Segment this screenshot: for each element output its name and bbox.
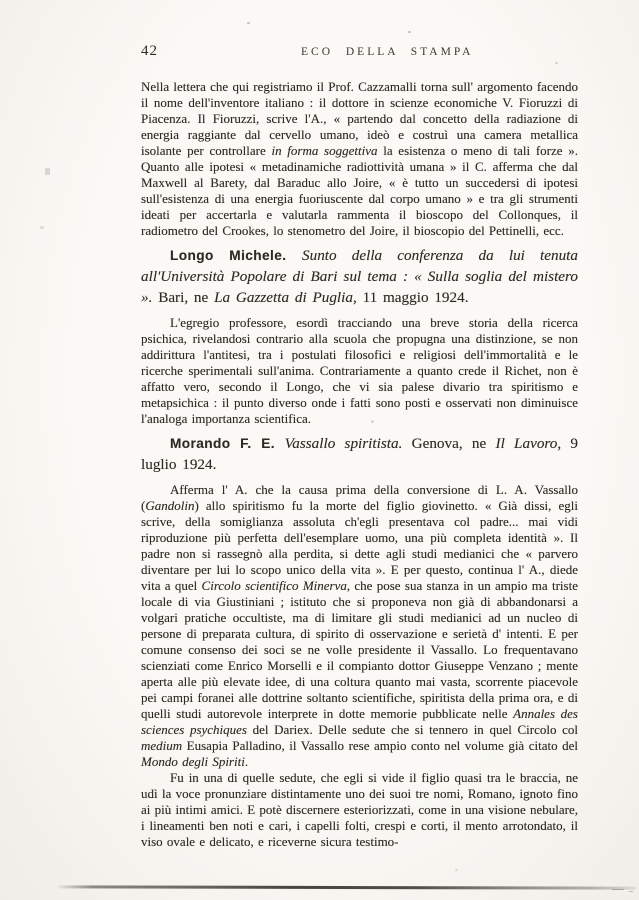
paper-speck	[555, 62, 558, 64]
text-segment-normal: Fu in una di quelle sedute, che egli si vide il figlio quasi tra le braccia, ne udì la voce pronunziare distintamente uno dei suoi tre nomi, Romano, ignoto fino ai più intimi amici. E potè discernere esteriorizzati, come in una visione nebulare, i lineamenti ben noti e cari, i capelli folti, crespi e corti, il mento arrotondato, il viso ovale e delicato, e riceverne sicura testimo-	[141, 770, 578, 849]
paper-speck	[371, 420, 374, 423]
text-segment-italic: Circolo scientifico Minerva	[201, 578, 347, 593]
bottom-rule	[58, 885, 636, 889]
rule-dot-artifact	[629, 891, 633, 892]
text-segment-normal: la esistenza o meno di tali forze ». Quanto alle ipotesi « metadinamiche radiottività umana » il C. afferma che dal Maxwell al Barety, dal Baraduc allo Joire, « è tutto un succedersi di ipotesi sull'esistenza di una energia fuoriuscente dal corpo umano » e tra gli strumenti ideati per accertarla e valutarla rammenta il bioscopo del Collonques, il radiometro del Crookes, lo stenometro del Joire, il bioscopio del Pettinelli, ecc.	[141, 143, 579, 238]
text-segment-normal: , 11 maggio 1924.	[352, 289, 469, 306]
body-paragraph	[141, 79, 578, 239]
text-segment-normal: , 9 luglio 1924.	[141, 435, 579, 473]
text-segment-normal: Afferma l' A. che la causa prima della conversione di L. A. Vassallo (	[141, 482, 578, 513]
paper-speck	[40, 226, 44, 229]
running-title: ECO DELLA STAMPA	[301, 46, 474, 58]
text-segment-normal: Nella lettera che qui registriamo il Prof. Cazzamalli torna sull' argomento facendo il nome dell'inventore italiano : il dottore in scienze economiche V. Fioruzzi di Piacenza. Il Fioruzzi, scrive l'A., « partendo dal concetto della radiazione di energia raggiante dal cervello umano, ideò e costruì una camera metallica isolante per controllare	[141, 79, 578, 158]
text-segment-normal: Genova, ne	[402, 435, 496, 452]
text-segment-normal: Bari, ne	[152, 289, 215, 306]
text-segment-normal: del Dariex. Delle sedute che si tennero in quel Circolo col	[247, 722, 578, 737]
body-paragraph	[141, 482, 578, 770]
text-segment-normal: ) allo spiritismo fu la morte del figlio giovinetto. « Già dissi, egli scrive, della somiglianza assoluta ch'egli presentava col padre... mai vidi riproduzione più perfetta dell'esemplare uomo, una più completa identità ». Il padre non si rassegnò alla perdita, si dette agli studi medianici che « parvero diventare per lui lo scopo unico della vita ». E per questo, continua l' A., diede vita a quel	[141, 498, 578, 593]
body-paragraph	[141, 315, 578, 427]
text-segment-italic: medium	[141, 738, 183, 753]
text-segment-normal: Eusapia Palladino, il Vassallo rese ampio conto nel volume già citato del	[182, 738, 578, 753]
body-paragraph	[141, 770, 578, 850]
paper-speck	[408, 31, 411, 33]
text-segment-italic: Sunto della conferenza da lui tenuta all'Università Popolare di Bari sul tema : « Sulla soglia del mistero ».	[141, 247, 578, 306]
text-segment-italic: La Gazzetta di Puglia	[214, 289, 353, 306]
text-segment-italic: Gandolin	[145, 498, 195, 513]
paper-speck	[45, 168, 50, 175]
text-segment-italic: Mondo degli Spiriti	[141, 754, 245, 769]
text-segment-italic: Vassallo spiritista.	[284, 435, 403, 452]
page-number: 42	[141, 43, 158, 59]
text-block	[141, 79, 578, 850]
text-segment-italic: in forma soggettiva	[271, 143, 378, 158]
text-segment-bold: Longo Michele.	[170, 248, 303, 263]
text-segment-normal: L'egregio professore, esordì tracciando una breve storia della ricerca psichica, rivelandosi contrario alla scuola che propugna una distinzione, se non addirittura l'antitesi, tra i postulati filosofici e religiosi dell'immortalità e le ricerche sperimentali sull'anima. Contrariamente a quanto crede il Richet, non è affatto vero, secondo il Longo, che vi sia palese divario tra spiritismo e metapsichica : il punto diverso onde i fatti sono posti e osservati non diminuisce l'analoga importanza scientifica.	[141, 315, 578, 426]
text-segment-bold: Morando F. E.	[170, 436, 285, 451]
text-segment-italic: Annales des sciences psychiques	[141, 706, 578, 737]
paper-speck	[455, 869, 458, 871]
text-segment-normal: .	[244, 754, 249, 769]
bibliography-entry	[141, 245, 578, 308]
text-segment-italic: Il Lavoro	[495, 435, 558, 452]
rule-dash-artifact	[612, 889, 624, 890]
paper-speck	[247, 22, 250, 24]
bibliography-entry	[141, 433, 578, 475]
running-header	[0, 0, 639, 70]
text-segment-normal: , che pose sua stanza in un ampio ma triste locale di via Giustiniani ; istituto che si proponeva non già di abbandonarsi a volgari pratiche occultiste, ma di limitare gli studi medianici ad un nucleo di persone di preparata cultura, di spirito di osservazione e serietà d' intenti. E per comune consenso dei soci se ne volle presidente il Vassallo. Lo frequentavano scienziati come Enrico Morselli e il compianto dottor Giuseppe Venzano ; mente aperta alle più elevate idee, di una coltura quanto mai vasta, scorrente piacevole pei campi foranei alle dottrine soltanto scientifiche, spiritista della prima ora, e di quelli studi autorevole interprete in dotte memorie pubblicate nelle	[141, 578, 578, 721]
